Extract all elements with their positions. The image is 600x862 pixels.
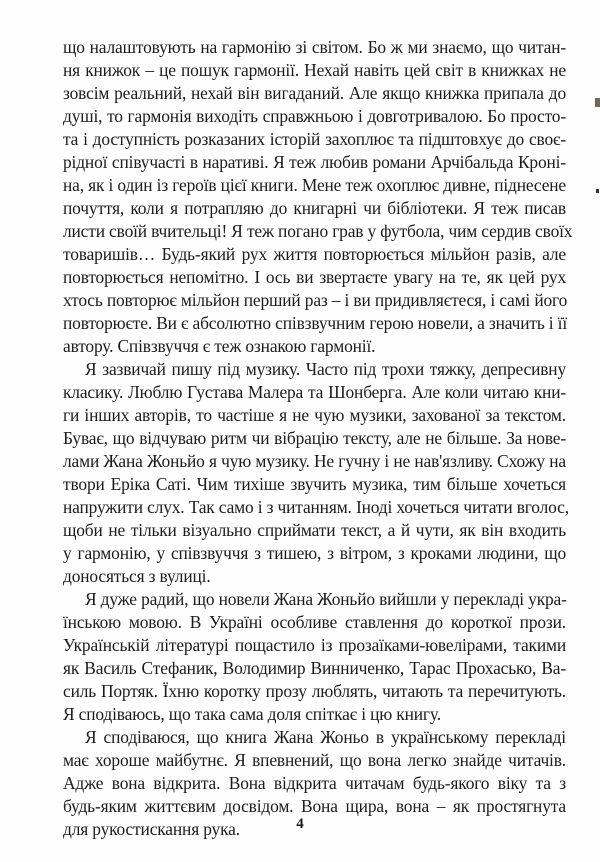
text-line: їнською мовою. В Україні особливе ставлення до короткої прози. — [63, 612, 566, 632]
text-line: зовсім реальний, нехай він вигаданий. Але якщо книжка припала до — [63, 83, 566, 103]
text-line: листи своїй вчительці! Я теж погано грав у футбола, чим сердив своїх — [63, 221, 573, 241]
text-line: твори Еріка Саті. Чим тихіше звучить музика, тим більше хочеться — [63, 474, 566, 494]
paragraph — [63, 358, 569, 588]
text-line: повторюєте. Ви є абсолютно співзвучним герою новели, а значить і її — [63, 313, 568, 333]
text-line: що налаштовують на гармонію зі світом. Бо ж ми знаємо, що читан- — [63, 37, 566, 57]
text-line: почуття, коли я потрапляю до книгарні чи бібліотеки. Я теж писав — [63, 198, 566, 218]
text-line: автору. Співзвуччя є теж ознакою гармонії. — [63, 336, 376, 356]
text-line: Буває, що відчуваю ритм чи вібрацію тексту, але не більше. За нове- — [63, 428, 566, 448]
text-line: та і доступність розказаних історій захоплює та підштовхує до своє- — [63, 129, 566, 149]
text-line: має хороше майбутнє. Я впевнений, що вона легко знайде читачів. — [63, 750, 566, 770]
text-line: Українській літературі пощастило із прозаїками-ювелірами, такими — [63, 635, 566, 655]
text-line: Я зазвичай пишу під музику. Часто під трохи тяжку, депресивну — [85, 359, 566, 379]
text-line: товаришів… Будь-який рух життя повторюється мільйон разів, але — [63, 244, 566, 264]
text-line: для рукостискання рука. — [63, 819, 240, 839]
text-line: рідної співучасті в наративі. Я теж любив романи Арчібальда Кроні- — [63, 152, 566, 172]
text-line: щоби не тільки візуально сприймати текст, а й чути, як він входить — [63, 520, 566, 540]
text-line: класику. Люблю Густава Малера та Шонберга. Але коли читаю кни- — [63, 382, 566, 402]
paragraph — [63, 588, 566, 726]
page-edge-mark — [596, 189, 599, 193]
text-line: на, як і один із героїв цієї книги. Мене теж охоплює дивне, піднесене — [63, 175, 566, 195]
text-line: лами Жана Жоньйо я чую музику. Не гучну і не нав'язливу. Схожу на — [63, 451, 566, 471]
text-line: доносяться з вулиці. — [63, 566, 211, 586]
text-line: ня книжок – це пошук гармонії. Нехай навіть цей світ в книжках не — [63, 60, 566, 80]
page-number: 4 — [296, 816, 304, 832]
text-line: Я дуже радий, що новели Жана Жоньйо вийшли у перекладі укра- — [85, 589, 567, 609]
text-line: Адже вона відкрита. Вона відкрита читачам будь-якого віку та з — [63, 773, 566, 793]
text-line: ги інших авторів, то частіше я не чую музики, захованої за текстом. — [63, 405, 566, 425]
text-line: як Василь Стефаник, Володимир Винниченко, Тарас Прохасько, Ва- — [63, 658, 566, 678]
text-line: силь Портяк. Їхню коротку прозу люблять, читають та перечитують. — [63, 681, 566, 701]
text-line: хтось повторює мільйон перший раз – і ви придивляєтеся, і самі його — [63, 290, 568, 310]
text-line: повторюється непомітно. І ось ви звертаєте увагу на те, як цей рух — [63, 267, 566, 287]
page-body-text — [63, 36, 573, 841]
text-line: напружити слух. Так само і з читанням. Іноді хочеться читати вголос, — [63, 497, 569, 517]
text-line: Я сподіваюсь, що така сама доля спіткає і цю книгу. — [63, 704, 441, 724]
paragraph — [63, 36, 573, 358]
text-line: душі, то гармонія виходіть справжньою і довготривалою. Бо просто- — [63, 106, 566, 126]
text-line: у гармонію, у співзвуччя з тишею, з вітром, з кроками людини, що — [63, 543, 566, 563]
text-line: будь-яким життєвим досвідом. Вона щира, вона – як простягнута — [63, 796, 566, 816]
text-line: Я сподіваюся, що книга Жана Жоньо в українському перекладі — [85, 727, 566, 747]
page-edge-mark — [595, 98, 600, 107]
